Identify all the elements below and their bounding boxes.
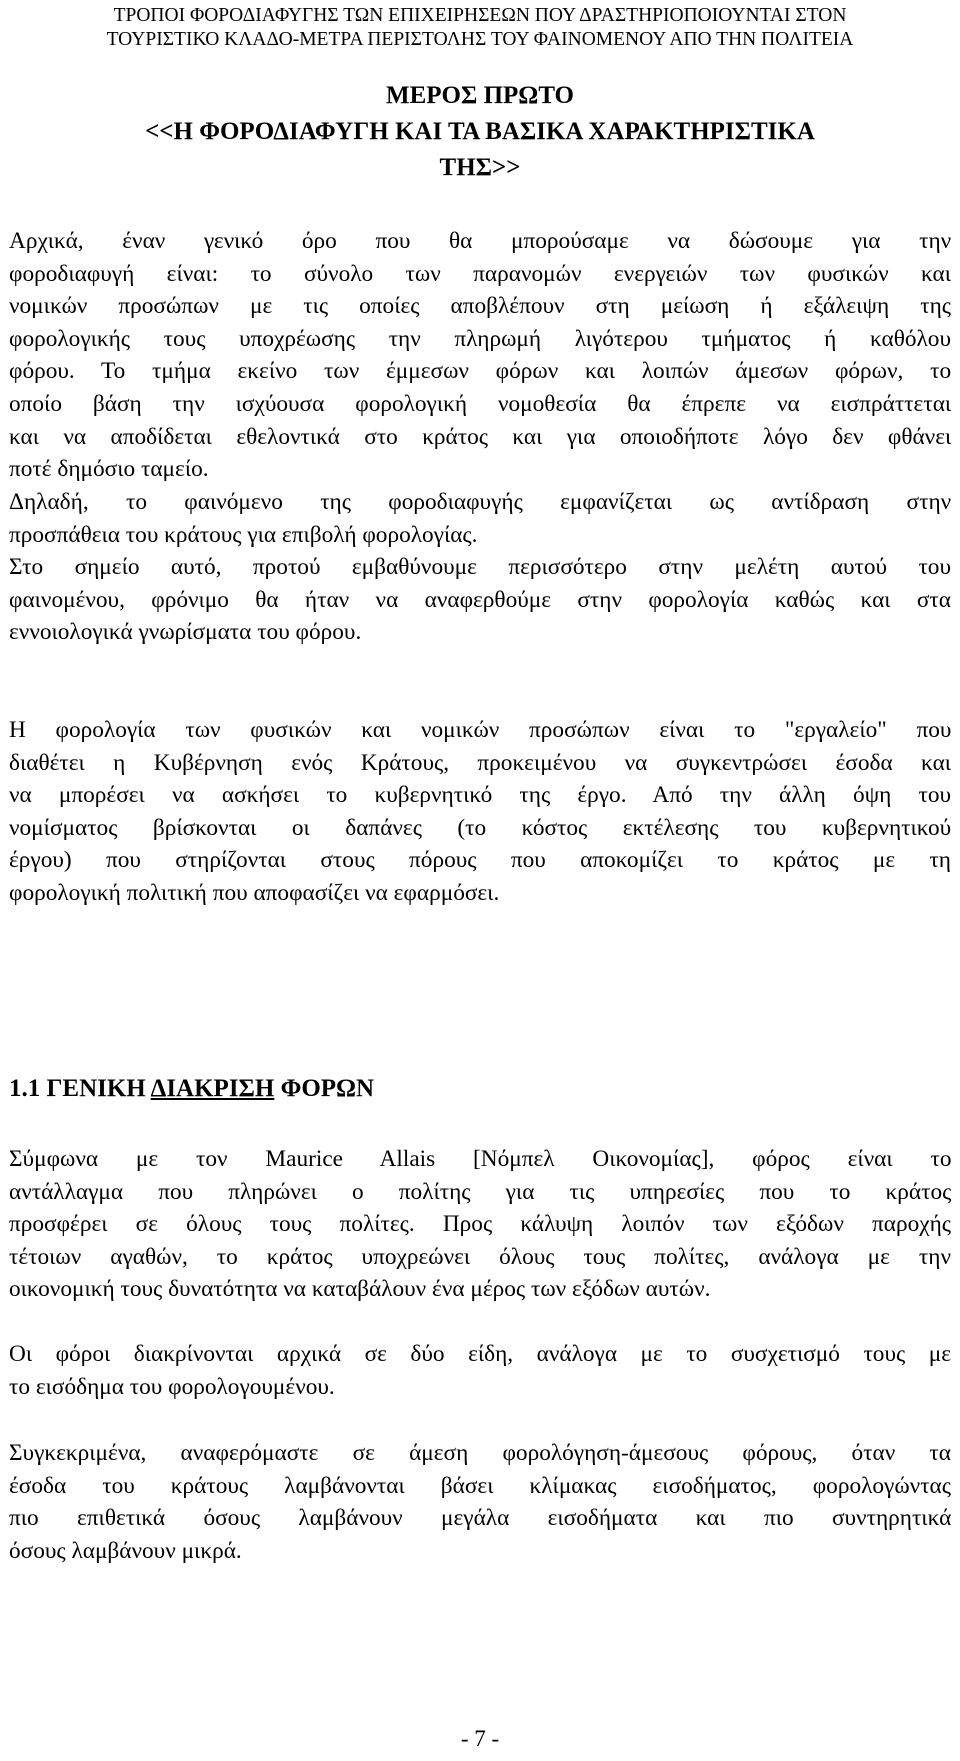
- section-heading-number: 1.1 ΓΕΝΙΚΗ: [9, 1075, 151, 1102]
- part-title-line-1: ΜΕΡΟΣ ΠΡΩΤΟ: [386, 82, 574, 109]
- part-title-line-3: ΤΗΣ>>: [439, 154, 521, 181]
- text-line: φαινομένου, φρόνιμο θα ήταν να αναφερθούμε στην φορολογία καθώς και στα: [9, 586, 951, 613]
- text-line: διαθέτει η Κυβέρνηση ενός Κράτους, προκειμένου να συγκεντρώσει έσοδα και: [9, 749, 952, 776]
- text-line: το εισόδημα του φορολογουμένου.: [9, 1373, 335, 1400]
- text-line: Αρχικά, έναν γενικό όρο που θα μπορούσαμε να δώσουμε για την: [9, 228, 952, 254]
- text-line: έσοδα του κράτους λαμβάνονται βάσει κλίμακας εισοδήματος, φορολογώντας: [9, 1472, 951, 1499]
- text-line: φόρου. Το τμήμα εκείνο των έμμεσων φόρων και λοιπών άμεσων φόρων, το: [9, 358, 952, 385]
- text-line: Η φορολογία των φυσικών και νομικών προσώπων είναι το "εργαλείο" που: [9, 717, 952, 743]
- text-line: Σύμφωνα με τον Maurice Allais [Νόμπελ Οικονομίας], φόρος είναι το: [9, 1146, 952, 1172]
- paragraph-allais: [9, 1143, 951, 1306]
- text-line: εννοιολογικά γνωρίσματα του φόρου.: [9, 619, 362, 646]
- section-heading-underlined: ΔΙΑΚΡΙΣΗ: [150, 1075, 275, 1102]
- paragraph-taxation: [9, 714, 951, 910]
- text-line: νομικών προσώπων με τις οποίες αποβλέπουν στη μείωση ή εξάλειψη της: [9, 293, 951, 320]
- text-line: φορολογικής τους υποχρέωσης την πληρωμή λιγότερου τμήματος ή καθόλου: [9, 325, 951, 352]
- text-line: φοροδιαφυγή είναι: το σύνολο των παρανομών ενεργειών των φυσικών και: [9, 260, 952, 287]
- text-line: φορολογική πολιτική που αποφασίζει να εφαρμόσει.: [9, 879, 500, 906]
- section-heading-rest: ΦΟΡΩΝ: [274, 1075, 375, 1102]
- text-line: προσφέρει σε όλους τους πολίτες. Προς κάλυψη λοιπόν των εξόδων παροχής: [9, 1211, 951, 1238]
- running-header: [0, 4, 960, 52]
- paragraph-definition: [9, 225, 951, 486]
- paragraph-tax-types: [9, 1338, 951, 1403]
- part-title-line-2: <<Η ΦΟΡΟΔΙΑΦΥΓΗ ΚΑΙ ΤΑ ΒΑΣΙΚΑ ΧΑΡΑΚΤΗΡΙΣΤΙΚΑ: [145, 118, 815, 145]
- text-line: προσπάθεια του κράτους για επιβολή φορολογίας.: [9, 521, 478, 548]
- page-number: - 7 -: [460, 1726, 500, 1751]
- section-heading: [9, 1074, 374, 1104]
- text-line: ποτέ δημόσιο ταμείο.: [9, 456, 209, 483]
- text-line: Στο σημείο αυτό, προτού εμβαθύνουμε περισσότερο στην μελέτη αυτού του: [9, 554, 951, 580]
- text-line: έργου) που στηρίζονται στους πόρους που αποκομίζει το κράτος με τη: [9, 847, 951, 874]
- text-line: Οι φόροι διακρίνονται αρχικά σε δύο είδη, ανάλογα με το συσχετισμό τους με: [9, 1341, 951, 1367]
- text-line: Συγκεκριμένα, αναφερόμαστε σε άμεση φορολόγηση-άμεσους φόρους, όταν τα: [9, 1440, 951, 1466]
- text-line: αντάλλαγμα που πληρώνει ο πολίτης για τις υπηρεσίες που το κράτος: [9, 1178, 952, 1205]
- text-line: Δηλαδή, το φαινόμενο της φοροδιαφυγής εμφανίζεται ως αντίδραση στην: [9, 489, 952, 515]
- text-line: όσους λαμβάνουν μικρά.: [9, 1537, 242, 1564]
- paragraph-introduction: [9, 551, 951, 649]
- paragraph-direct-taxation: [9, 1437, 951, 1567]
- part-title: [0, 78, 960, 186]
- text-line: τέτοιων αγαθών, το κράτος υποχρεώνει όλους τους πολίτες, ανάλογα με την: [9, 1243, 951, 1270]
- text-line: οποίο βάση την ισχύουσα φορολογική νομοθεσία θα έπρεπε να εισπράττεται: [9, 390, 952, 417]
- running-header-line-1: ΤΡΟΠΟΙ ΦΟΡΟΔΙΑΦΥΓΗΣ ΤΩΝ ΕΠΙΧΕΙΡΗΣΕΩΝ ΠΟΥ ΔΡΑΣΤΗΡΙΟΠΟΙΟΥΝΤΑΙ ΣΤΟΝ: [113, 5, 847, 26]
- text-line: και να αποδίδεται εθελοντικά στο κράτος και για οποιοδήποτε λόγο δεν φθάνει: [9, 423, 952, 450]
- text-line: πιο επιθετικά όσους λαμβάνουν μεγάλα εισοδήματα και πιο συντηρητικά: [9, 1505, 952, 1532]
- text-line: νομίσματος βρίσκονται οι δαπάνες (το κόστος εκτέλεσης του κυβερνητικού: [9, 814, 952, 841]
- running-header-line-2: ΤΟΥΡΙΣΤΙΚΟ ΚΛΑΔΟ-ΜΕΤΡΑ ΠΕΡΙΣΤΟΛΗΣ ΤΟΥ ΦΑΙΝΟΜΕΝΟΥ ΑΠΟ ΤΗΝ ΠΟΛΙΤΕΙΑ: [106, 29, 854, 50]
- paragraph-reaction: [9, 486, 951, 551]
- text-line: οικονομική τους δυνατότητα να καταβάλουν ένα μέρος των εξόδων αυτών.: [9, 1276, 711, 1303]
- text-line: να μπορέσει να ασκήσει το κυβερνητικό της έργο. Από την άλλη όψη του: [9, 782, 952, 809]
